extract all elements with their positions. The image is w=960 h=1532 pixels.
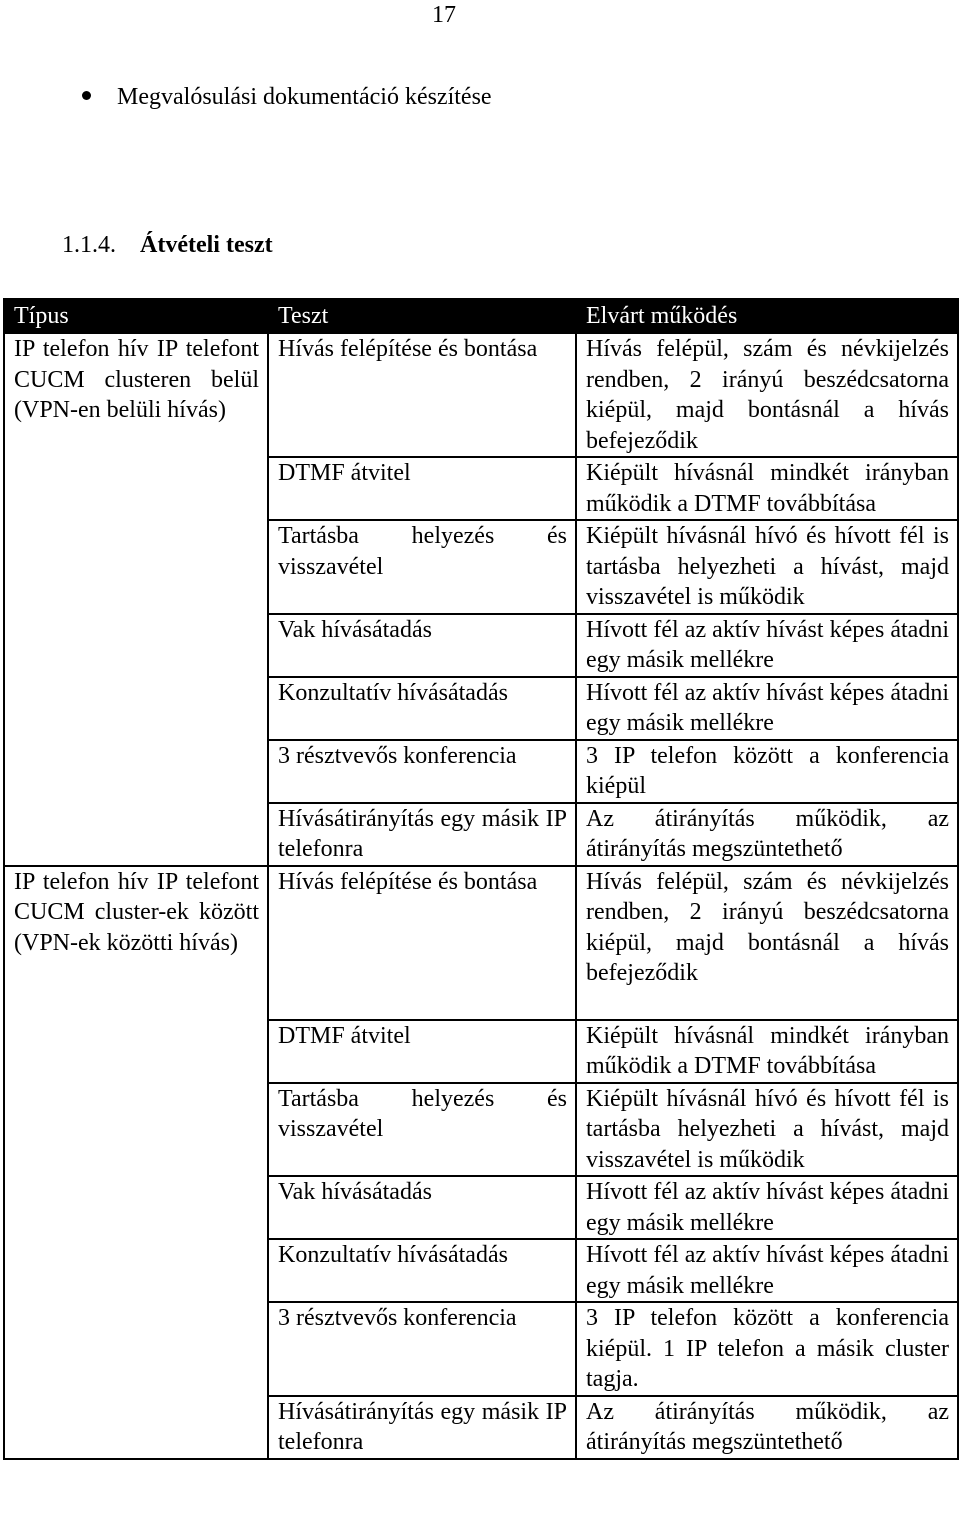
- header-type: Típus: [4, 299, 268, 333]
- cell-test: Tartásba helyezés és visszavétel: [268, 520, 576, 614]
- cell-test: Tartásba helyezés és visszavétel: [268, 1083, 576, 1177]
- cell-test: Konzultatív hívásátadás: [268, 1239, 576, 1302]
- cell-test: Hívás felépítése és bontása: [268, 866, 576, 1020]
- acceptance-test-table: [3, 298, 959, 1460]
- cell-test: 3 résztvevős konferencia: [268, 740, 576, 803]
- cell-type: IP telefon hív IP telefont CUCM cluster-ek között (VPN-ek közötti hívás): [4, 866, 268, 1459]
- cell-test: DTMF átvitel: [268, 1020, 576, 1083]
- table-header-row: [4, 299, 958, 333]
- cell-expected: Kiépült hívásnál mindkét irányban működik a DTMF továbbítása: [576, 1020, 958, 1083]
- cell-expected: Hívott fél az aktív hívást képes átadni egy másik mellékre: [576, 1239, 958, 1302]
- cell-test: Hívás felépítése és bontása: [268, 333, 576, 457]
- cell-expected: Kiépült hívásnál hívó és hívott fél is tartásba helyezheti a hívást, majd visszavétel is működik: [576, 1083, 958, 1177]
- cell-expected: Hívott fél az aktív hívást képes átadni egy másik mellékre: [576, 614, 958, 677]
- cell-expected: Kiépült hívásnál mindkét irányban működik a DTMF továbbítása: [576, 457, 958, 520]
- header-test: Teszt: [268, 299, 576, 333]
- cell-expected: Hívott fél az aktív hívást képes átadni egy másik mellékre: [576, 677, 958, 740]
- cell-test: Hívásátirányítás egy másik IP telefonra: [268, 803, 576, 866]
- cell-expected: Hívás felépül, szám és névkijelzés rendben, 2 irányú beszédcsatorna kiépül, majd bontásnál a hívás befejeződik: [576, 333, 958, 457]
- bullet-text: Megvalósulási dokumentáció készítése: [117, 84, 492, 110]
- cell-test: Konzultatív hívásátadás: [268, 677, 576, 740]
- table-row: [4, 866, 958, 1020]
- cell-expected: Az átirányítás működik, az átirányítás megszüntethető: [576, 1396, 958, 1459]
- header-expected: Elvárt működés: [576, 299, 958, 333]
- cell-expected: Kiépült hívásnál hívó és hívott fél is tartásba helyezheti a hívást, majd visszavétel is működik: [576, 520, 958, 614]
- page-number: 17: [432, 2, 456, 28]
- cell-test: 3 résztvevős konferencia: [268, 1302, 576, 1396]
- cell-test: Vak hívásátadás: [268, 614, 576, 677]
- cell-expected: Hívás felépül, szám és névkijelzés rendben, 2 irányú beszédcsatorna kiépül, majd bontásnál a hívás befejeződik: [576, 866, 958, 1020]
- bullet-icon: [82, 91, 91, 100]
- cell-expected: Hívott fél az aktív hívást képes átadni egy másik mellékre: [576, 1176, 958, 1239]
- cell-test: Vak hívásátadás: [268, 1176, 576, 1239]
- table-row: [4, 333, 958, 457]
- cell-expected: 3 IP telefon között a konferencia kiépül. 1 IP telefon a másik cluster tagja.: [576, 1302, 958, 1396]
- cell-type: IP telefon hív IP telefont CUCM clusteren belül (VPN-en belüli hívás): [4, 333, 268, 866]
- cell-expected: Az átirányítás működik, az átirányítás megszüntethető: [576, 803, 958, 866]
- cell-test: Hívásátirányítás egy másik IP telefonra: [268, 1396, 576, 1459]
- section-heading: [62, 230, 273, 261]
- section-number: 1.1.4.: [62, 232, 116, 258]
- cell-expected: 3 IP telefon között a konferencia kiépül: [576, 740, 958, 803]
- section-title: Átvételi teszt: [140, 232, 273, 258]
- cell-test: DTMF átvitel: [268, 457, 576, 520]
